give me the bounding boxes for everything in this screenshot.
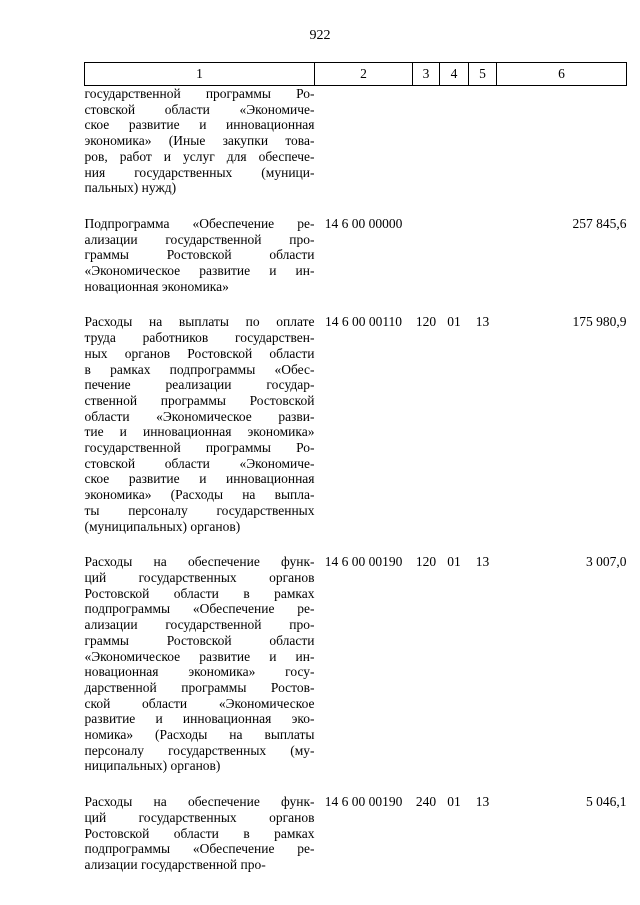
row-name-line: области «Экономическое разви- bbox=[84, 408, 315, 424]
subsection-cell bbox=[469, 86, 497, 216]
header-col-1: 1 bbox=[85, 63, 315, 86]
row-name-line: «Экономическое развитие и ин- bbox=[84, 263, 315, 279]
row-name-line: Расходы на выплаты по оплате bbox=[84, 314, 315, 330]
subsection-cell: 13 bbox=[475, 794, 490, 810]
row-name-line: номика» (Расходы на выплаты bbox=[84, 727, 315, 743]
row-name-cell bbox=[85, 216, 315, 315]
expense-type-cell bbox=[413, 216, 440, 315]
row-name-line: стовской области «Экономиче- bbox=[84, 455, 315, 471]
table-row bbox=[85, 314, 627, 554]
row-name-line: ализации государственной про- bbox=[84, 231, 315, 247]
section-cell: 01 bbox=[447, 794, 461, 810]
row-name-line: Расходы на обеспечение функ- bbox=[84, 794, 315, 810]
header-col-2: 2 bbox=[315, 63, 413, 86]
header-row bbox=[85, 63, 627, 86]
row-name-line: новационная экономика» bbox=[84, 278, 229, 294]
target-article-cell: 14 6 00 00000 bbox=[324, 215, 403, 231]
section-cell: 01 bbox=[447, 314, 461, 330]
row-name-line: Подпрограмма «Обеспечение ре- bbox=[84, 215, 315, 231]
row-name-line: пальных) нужд) bbox=[84, 180, 177, 196]
expense-type-cell: 120 bbox=[415, 314, 437, 330]
row-name-line: (муниципальных) органов) bbox=[84, 518, 241, 534]
row-name-line: дарственной программы Ростов- bbox=[84, 679, 315, 695]
row-name-line: ния государственных (муници- bbox=[84, 164, 315, 180]
row-name-line: ров, работ и услуг для обеспече- bbox=[84, 148, 315, 164]
subsection-cell bbox=[469, 216, 497, 315]
row-name-line: печение реализации государ- bbox=[84, 377, 315, 393]
row-name-line: «Экономическое развитие и ин- bbox=[84, 648, 315, 664]
row-name-line: Ростовской области в рамках bbox=[84, 825, 315, 841]
section-cell: 01 bbox=[447, 554, 461, 570]
row-name-line: труда работников государствен- bbox=[84, 330, 315, 346]
row-name-line: стовской области «Экономиче- bbox=[84, 101, 315, 117]
header-col-6: 6 bbox=[497, 63, 627, 86]
row-name-line: ственной программы Ростовской bbox=[84, 392, 315, 408]
row-name-line: ций государственных органов bbox=[84, 809, 315, 825]
row-name-cell bbox=[85, 554, 315, 794]
row-name-line: развитие и инновационная эко- bbox=[84, 711, 315, 727]
table-row bbox=[85, 216, 627, 315]
row-name-cell bbox=[85, 86, 315, 216]
row-name-line: Расходы на обеспечение функ- bbox=[84, 554, 315, 570]
table-row bbox=[85, 86, 627, 216]
row-name-line: экономика» (Иные закупки това- bbox=[84, 133, 315, 149]
table-row bbox=[85, 554, 627, 794]
row-name-line: ское развитие и инновационная bbox=[84, 471, 315, 487]
subsection-cell: 13 bbox=[475, 554, 490, 570]
row-name-line: ское развитие и инновационная bbox=[84, 117, 315, 133]
row-name-line: тие и инновационная экономика» bbox=[84, 424, 315, 440]
target-article-cell: 14 6 00 00110 bbox=[324, 314, 403, 330]
header-col-3: 3 bbox=[413, 63, 440, 86]
header-col-4: 4 bbox=[440, 63, 469, 86]
row-name-line: ты персоналу государственных bbox=[84, 502, 315, 518]
row-name-cell bbox=[85, 794, 315, 893]
row-name-line: ций государственных органов bbox=[84, 569, 315, 585]
row-name-line: подпрограммы «Обеспечение ре- bbox=[84, 601, 315, 617]
row-name-line: граммы Ростовской области bbox=[84, 632, 315, 648]
amount-cell bbox=[497, 86, 627, 216]
budget-table bbox=[84, 62, 627, 893]
row-name-line: Ростовской области в рамках bbox=[84, 585, 315, 601]
table-row bbox=[85, 794, 627, 893]
row-name-line: в рамках подпрограммы «Обес- bbox=[84, 361, 315, 377]
expense-type-cell: 120 bbox=[415, 554, 437, 570]
row-name-line: экономика» (Расходы на выпла- bbox=[84, 487, 315, 503]
expense-type-cell bbox=[413, 86, 440, 216]
page-number: 922 bbox=[309, 28, 331, 43]
subsection-cell: 13 bbox=[475, 314, 490, 330]
amount-cell: 175 980,9 bbox=[572, 314, 627, 330]
row-name-line: ниципальных) органов) bbox=[84, 758, 221, 774]
target-article-cell bbox=[315, 86, 413, 216]
row-name-line: ализации государственной про- bbox=[84, 617, 315, 633]
row-name-line: новационная экономика» госу- bbox=[84, 664, 315, 680]
amount-cell: 5 046,1 bbox=[586, 794, 627, 810]
header-col-5: 5 bbox=[469, 63, 497, 86]
row-name-line: ных органов Ростовской области bbox=[84, 345, 315, 361]
target-article-cell: 14 6 00 00190 bbox=[324, 794, 403, 810]
target-article-cell: 14 6 00 00190 bbox=[324, 554, 403, 570]
row-name-line: граммы Ростовской области bbox=[84, 247, 315, 263]
section-cell bbox=[440, 86, 469, 216]
section-cell bbox=[440, 216, 469, 315]
row-name-line: персоналу государственных (му- bbox=[84, 742, 315, 758]
row-name-cell bbox=[85, 314, 315, 554]
table-body bbox=[85, 86, 627, 893]
expense-type-cell: 240 bbox=[415, 794, 437, 810]
row-name-line: ской области «Экономическое bbox=[84, 695, 315, 711]
row-name-line: государственной программы Ро- bbox=[84, 440, 315, 456]
amount-cell: 257 845,6 bbox=[572, 215, 627, 231]
row-name-line: подпрограммы «Обеспечение ре- bbox=[84, 841, 315, 857]
amount-cell: 3 007,0 bbox=[586, 554, 627, 570]
row-name-line: ализации государственной про- bbox=[84, 856, 266, 872]
row-name-line: государственной программы Ро- bbox=[84, 86, 315, 101]
